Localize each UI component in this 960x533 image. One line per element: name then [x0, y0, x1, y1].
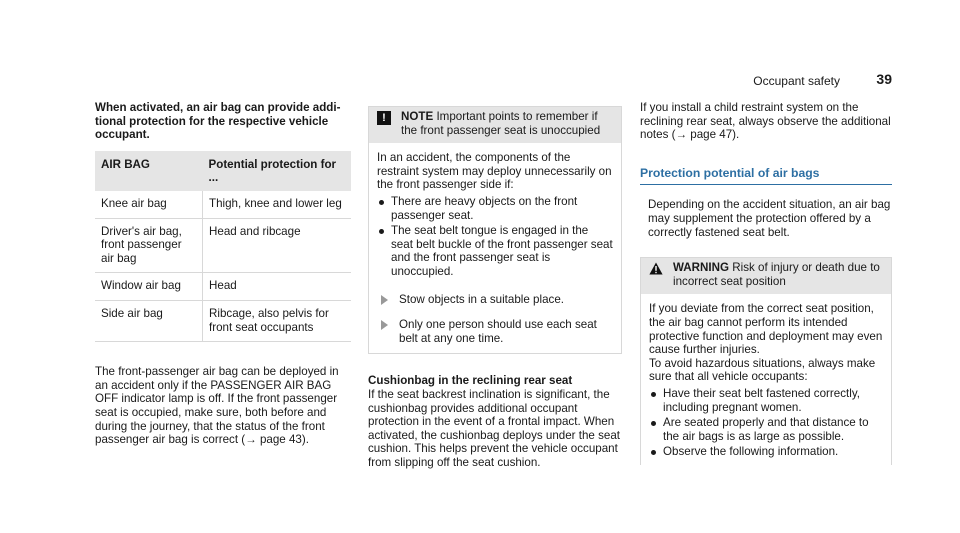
table-row [95, 300, 351, 341]
warning-bullets [649, 387, 883, 459]
column-1 [95, 101, 351, 447]
table-row [95, 191, 351, 218]
list-item: The seat belt tongue is engaged in the seat belt buckle of the front passenger seat and the front passenger seat is unoccupied. [377, 224, 613, 278]
note-header [369, 107, 621, 143]
note-label: NOTE [401, 110, 434, 123]
cushionbag-heading: Cushionbag in the reclining rear seat [368, 374, 573, 388]
warning-text: To avoid hazardous situations, always make sure that all vehicle occupants: [649, 356, 876, 384]
table-cell: Knee air bag [95, 191, 203, 218]
warning-title: Risk of injury or death due to incorrect seat position [673, 261, 880, 288]
list-item: Have their seat belt fastened correctly, including pregnant women. [649, 387, 883, 414]
warning-label: WARNING [673, 261, 730, 275]
table-header-protection: Potential protection for ... [203, 151, 352, 191]
table-cell: Thigh, knee and lower leg [203, 191, 352, 218]
cushionbag-paragraph: If the seat backrest inclination is significant, the cushionbag provides additional occupant protection in the event of a frontal impact. When activated, the cushionbag deploys under the seat cushion. This helps prevent the vehicle occupant from slipping off the seat cushion. [368, 387, 621, 469]
warning-body [641, 294, 891, 465]
note-bullets [377, 195, 613, 279]
airbag-table [95, 151, 351, 342]
list-item: Observe the following information. [649, 445, 883, 459]
note-body [369, 143, 621, 353]
column-3 [640, 101, 892, 465]
warning-box [640, 257, 892, 465]
warning-header [641, 258, 891, 294]
note-text: In an accident, the components of the restraint system may deploy unnecessarily on the front passenger side if: [377, 151, 612, 192]
step-arrow-icon [381, 295, 388, 305]
table-cell: Driver's air bag, front passenger air bag [95, 218, 203, 273]
page-number: 39 [876, 71, 892, 87]
table-cell: Ribcage, also pelvis for front seat occupants [203, 300, 352, 341]
exclamation-icon: ! [377, 111, 391, 125]
list-item: There are heavy objects on the front passenger seat. [377, 195, 613, 222]
intro-heading: When activated, an air bag can provide addi- tional protection for the respective vehicle occupant. [95, 101, 341, 142]
table-header-airbag: AIR BAG [95, 151, 203, 191]
section-body: Depending on the accident situation, an air bag may supplement the protection offered by a correctly fastened seat belt. [648, 198, 891, 239]
section-title: Protection potential of air bags [640, 167, 892, 186]
table-row [95, 273, 351, 301]
column-2 [368, 106, 622, 469]
warning-text: If you deviate from the correct seat position, the air bag cannot perform its intended protective function and deployment may even cause further injuries. [649, 302, 883, 357]
table-cell: Head and ribcage [203, 218, 352, 273]
table-cell: Head [203, 273, 352, 301]
child-restraint-paragraph: If you install a child restraint system on the reclining rear seat, always observe the additional notes (→ page 47). [640, 101, 891, 142]
table-cell: Side air bag [95, 300, 203, 341]
instruction-step: Stow objects in a suitable place. [377, 293, 613, 307]
step-arrow-icon [381, 320, 388, 330]
table-header-row [95, 151, 351, 191]
table-row [95, 218, 351, 273]
note-title: Important points to remember if the front passenger seat is unoccupied [401, 110, 601, 137]
warning-triangle-icon [649, 262, 663, 276]
running-header: Occupant safety [753, 74, 840, 88]
list-item: Are seated properly and that distance to the air bags is as large as possible. [649, 416, 883, 443]
note-box [368, 106, 622, 354]
passenger-airbag-paragraph: The front-passenger air bag can be deployed in an accident only if the PASSENGER AIR BAG OFF indicator lamp is off. If the front passenger seat is occupied, make sure, both before and during the journey, that the status of the front passenger air bag is correct (→ page 43). [95, 365, 339, 447]
instruction-step: Only one person should use each seat belt at any one time. [377, 318, 613, 345]
table-cell: Window air bag [95, 273, 203, 301]
